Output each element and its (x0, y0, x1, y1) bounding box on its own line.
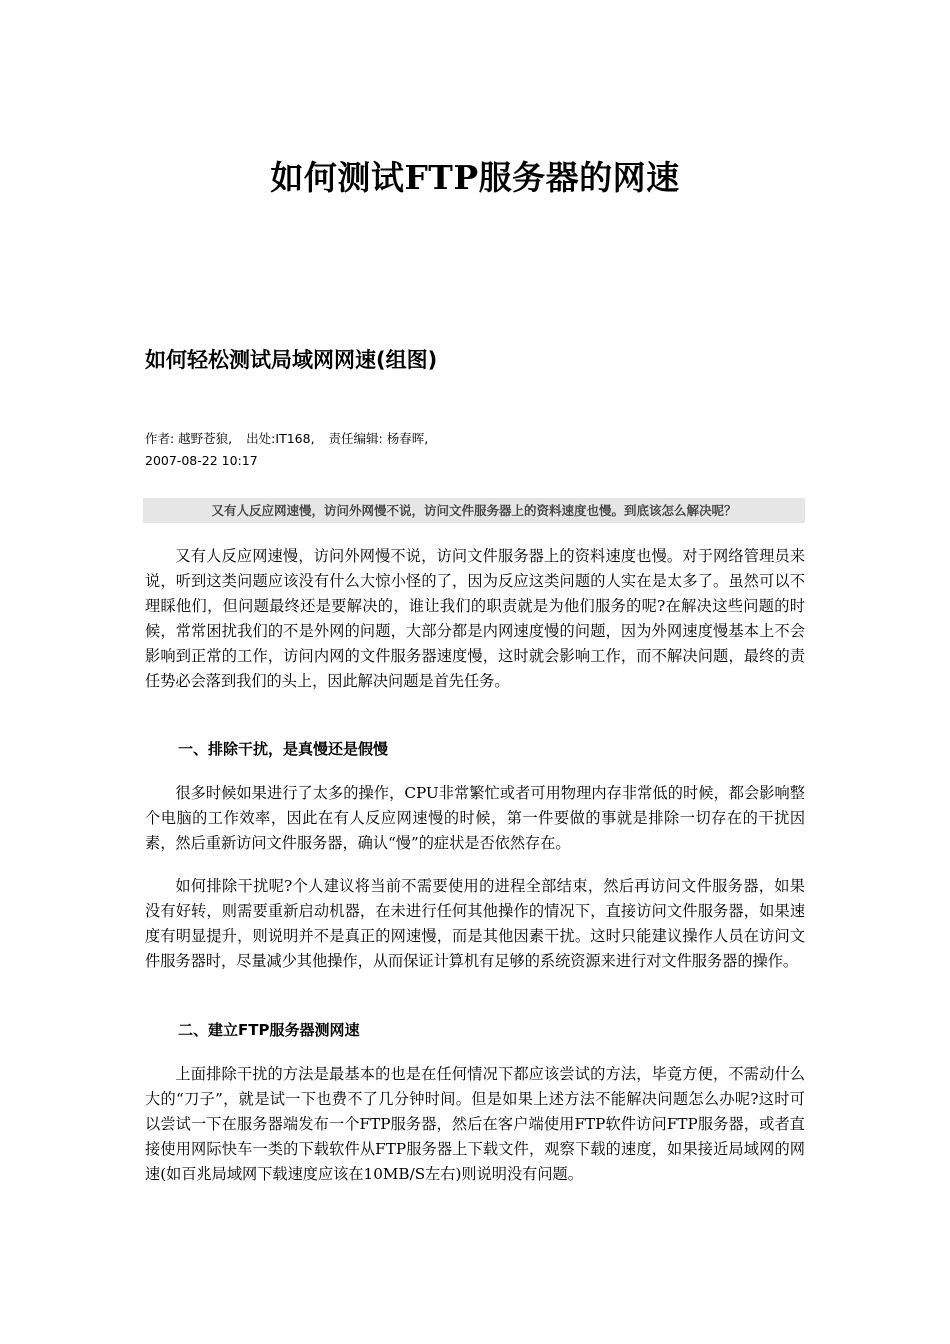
paragraph-3: 上面排除干扰的方法是最基本的也是在任何情况下都应该尝试的方法，毕竟方便，不需动什么大的“刀子”，就是试一下也费不了几分钟时间。但是如果上述方法不能解决问题怎么办呢?这时可以尝试一下在服务器端发布一个FTP服务器，然后在客户端使用FTP软件访问FTP服务器，或者直接使用网际快车一类的下载软件从FTP服务器上下载文件，观察下载的速度，如果接近局域网的网速(如百兆局域网下载速度应该在10MB/S左右)则说明没有问题。 (145, 1065, 805, 1183)
paragraph-1: 很多时候如果进行了太多的操作，CPU非常繁忙或者可用物理内存非常低的时候，都会影响整个电脑的工作效率，因此在有人反应网速慢的时候，第一件要做的事就是排除一切存在的干扰因素，然后重新访问文件服务器，确认“慢”的症状是否依然存在。 (145, 784, 805, 852)
meta-datetime: 2007-08-22 10:17 (145, 453, 258, 468)
article-title: 如何轻松测试局域网网速(组图) (145, 348, 438, 372)
section-heading-1: 一、排除干扰，是真慢还是假慢 (178, 740, 389, 758)
document-title: 如何测试FTP服务器的网速 (270, 158, 680, 197)
meta-line (145, 428, 428, 450)
section-heading-2: 二、建立FTP服务器测网速 (178, 1021, 360, 1039)
summary-box: 又有人反应网速慢，访问外网慢不说，访问文件服务器上的资料速度也慢。到底该怎么解决呢？ (143, 498, 805, 523)
paragraph-2: 如何排除干扰呢?个人建议将当前不需要使用的进程全部结束，然后再访问文件服务器，如果没有好转，则需要重新启动机器，在未进行任何其他操作的情况下，直接访问文件服务器，如果速度有明显提升，则说明并不是真正的网速慢，而是其他因素干扰。这时只能建议操作人员在访问文件服务器时，尽量减少其他操作，从而保证计算机有足够的系统资源来进行对文件服务器的操作。 (145, 877, 805, 970)
article-meta (145, 428, 428, 472)
meta-author: 作者: 越野苍狼, (145, 431, 233, 446)
paragraph-intro: 又有人反应网速慢，访问外网慢不说，访问文件服务器上的资料速度也慢。对于网络管理员来说，听到这类问题应该没有什么大惊小怪的了，因为反应这类问题的人实在是太多了。虽然可以不理睬他们，但问题最终还是要解决的，谁让我们的职责就是为他们服务的呢?在解决这些问题的时候，常常困扰我们的不是外网的问题，大部分都是内网速度慢的问题，因为外网速度慢基本上不会影响到正常的工作，访问内网的文件服务器速度慢，这时就会影响工作，而不解决问题，最终的责任势必会落到我们的头上，因此解决问题是首先任务。 (145, 547, 805, 690)
meta-editor: 责任编辑: 杨春晖, (328, 431, 429, 446)
meta-source: 出处:IT168, (246, 431, 315, 446)
